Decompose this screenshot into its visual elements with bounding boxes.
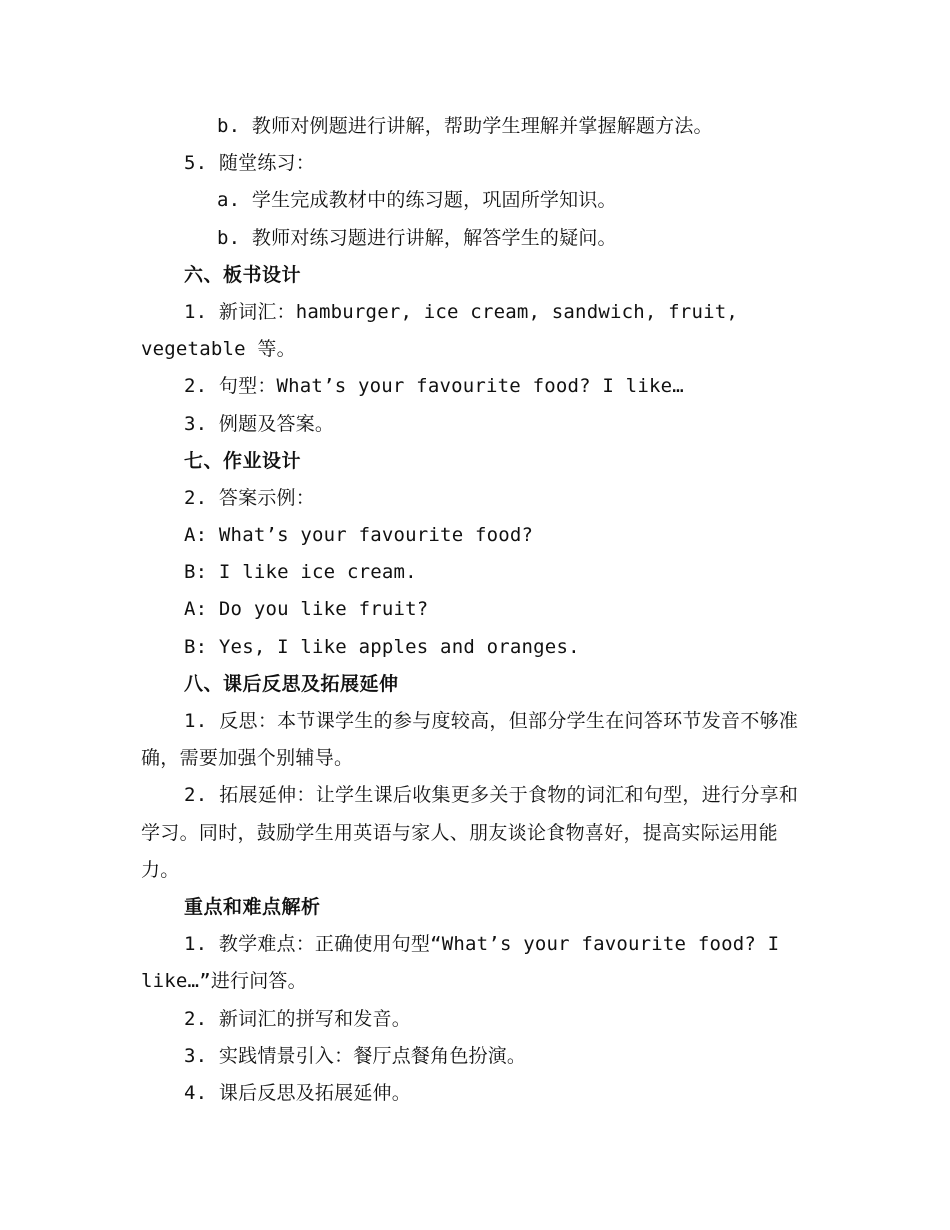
document-page [141,108,806,1112]
item-a-student-exercises: a. 学生完成教材中的练习题，巩固所学知识。 [217,189,617,212]
key-points-heading: 重点和难点解析 [184,896,321,919]
section-6-item-1-line-1: 1. 新词汇：hamburger, ice cream, sandwich, fruit, [184,300,738,323]
section-8-item-2: 2. 拓展延伸：让学生课后收集更多关于食物的词汇和句型，进行分享和学习。同时，鼓励学生用英语与家人、朋友谈论食物喜好，提高实际运用能力。 [141,784,799,881]
section-6-item-3: 3. 例题及答案。 [184,412,335,435]
item-5-practice: 5. 随堂练习： [184,152,315,175]
section-8-heading: 八、课后反思及拓展延伸 [184,672,399,695]
section-7-item-2: 2. 答案示例： [184,486,315,509]
key-points-item-1-line-1: 1. 教学难点：正确使用句型“What’s your favourite food? I [184,933,780,956]
section-8-item-1: 1. 反思：本节课学生的参与度较高，但部分学生在问答环节发音不够准确，需要加强个别辅导。 [141,710,799,770]
key-points-item-4: 4. 课后反思及拓展延伸。 [184,1081,411,1104]
section-6-heading: 六、板书设计 [184,263,302,286]
item-b-explain-exercises: b. 教师对练习题进行讲解，解答学生的疑问。 [217,226,617,249]
dialogue-line: B: Yes, I like apples and oranges. [184,635,580,658]
dialogue-line: A: What’s your favourite food? [184,524,534,547]
section-6-item-2: 2. 句型：What’s your favourite food? I like… [184,375,684,398]
key-points-item-2: 2. 新词汇的拼写和发音。 [184,1007,411,1030]
dialogue-line: B: I like ice cream. [184,561,417,584]
dialogue-line: A: Do you like fruit? [184,598,429,621]
key-points-item-3: 3. 实践情景引入：餐厅点餐角色扮演。 [184,1044,527,1067]
section-6-item-1-line-2: vegetable 等。 [141,338,296,361]
section-7-heading: 七、作业设计 [184,449,302,472]
key-points-item-1-line-2: like…”进行问答。 [141,970,307,993]
item-b-explain-examples: b. 教师对例题进行讲解，帮助学生理解并掌握解题方法。 [217,115,713,137]
